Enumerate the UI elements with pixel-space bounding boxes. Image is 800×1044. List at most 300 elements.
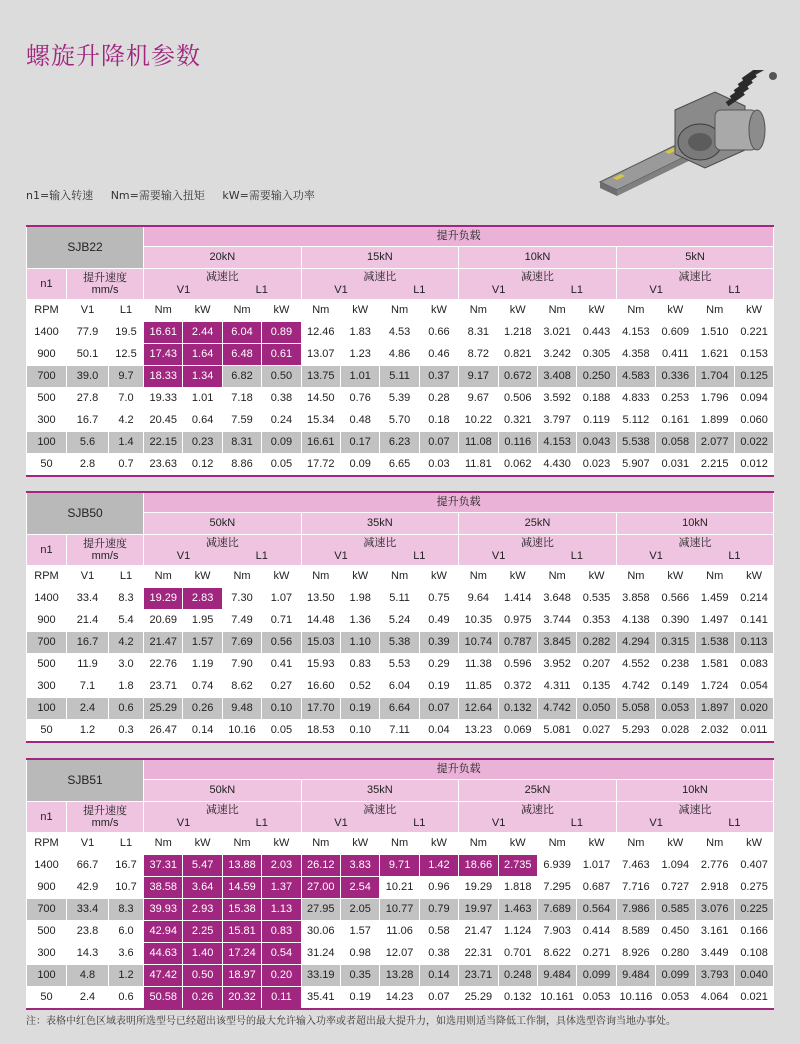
power-cell: 0.14: [183, 720, 222, 743]
lift-speed-title: 提升速度: [83, 272, 128, 284]
power-cell: 1.10: [340, 632, 379, 654]
torque-cell: 5.70: [380, 410, 419, 432]
torque-cell: 10.116: [616, 987, 655, 1010]
power-cell: 0.238: [656, 654, 695, 676]
l1-label: L1: [109, 300, 144, 322]
power-cell: 0.108: [734, 943, 773, 965]
torque-cell: 12.07: [380, 943, 419, 965]
power-cell: 0.18: [419, 410, 458, 432]
torque-cell: 50.58: [144, 987, 183, 1010]
power-cell: 0.787: [498, 632, 537, 654]
torque-cell: 20.32: [222, 987, 261, 1010]
torque-cell: 11.81: [459, 454, 498, 477]
power-cell: 0.053: [656, 698, 695, 720]
v1-label: V1: [67, 566, 109, 588]
power-cell: 0.116: [498, 432, 537, 454]
ratio-header: [144, 535, 302, 566]
torque-cell: 1.724: [695, 676, 734, 698]
v1-speed: 39.0: [67, 366, 109, 388]
power-cell: 0.26: [183, 987, 222, 1010]
l1-speed: 6.0: [109, 921, 144, 943]
ratio-versions: [302, 284, 459, 297]
torque-cell: 10.77: [380, 899, 419, 921]
power-cell: 1.07: [262, 588, 301, 610]
l1-speed: 1.8: [109, 676, 144, 698]
l1-speed: 0.6: [109, 698, 144, 720]
kw-label: kW: [734, 566, 773, 588]
torque-cell: 3.592: [537, 388, 576, 410]
power-cell: 2.05: [340, 899, 379, 921]
power-cell: 1.64: [183, 344, 222, 366]
kw-label: kW: [656, 300, 695, 322]
power-cell: 0.596: [498, 654, 537, 676]
power-cell: 0.672: [498, 366, 537, 388]
power-cell: 0.053: [577, 987, 616, 1010]
torque-cell: 9.484: [616, 965, 655, 987]
power-cell: 1.13: [262, 899, 301, 921]
footnote: 注：表格中红色区域表明所选型号已经超出该型号的最大允许输入功率或者超出最大提升力，如选用则适当降低工作制，具体选型咨询当地办事处。: [26, 1016, 676, 1027]
torque-cell: 11.85: [459, 676, 498, 698]
model-name: SJB22: [27, 226, 144, 269]
torque-cell: 37.31: [144, 855, 183, 877]
ratio-header: [144, 802, 302, 833]
nm-label: Nm: [695, 300, 734, 322]
power-cell: 0.040: [734, 965, 773, 987]
legend: [26, 187, 329, 203]
kw-label: kW: [340, 833, 379, 855]
power-cell: 0.50: [262, 366, 301, 388]
l1-speed: 3.0: [109, 654, 144, 676]
kw-label: kW: [183, 833, 222, 855]
torque-cell: 18.33: [144, 366, 183, 388]
table-row: [27, 698, 774, 720]
torque-cell: 10.161: [537, 987, 576, 1010]
ratio-l1: L1: [255, 550, 268, 562]
rpm-value: 1400: [27, 322, 67, 344]
power-cell: 0.35: [340, 965, 379, 987]
torque-cell: 13.88: [222, 855, 261, 877]
torque-cell: 20.69: [144, 610, 183, 632]
torque-cell: 19.97: [459, 899, 498, 921]
ratio-header: [301, 535, 459, 566]
torque-cell: 15.03: [301, 632, 340, 654]
power-cell: 0.41: [262, 654, 301, 676]
load-header: 35kN: [301, 513, 459, 535]
nm-label: Nm: [144, 833, 183, 855]
ratio-versions: [617, 817, 774, 830]
torque-cell: 8.31: [459, 322, 498, 344]
power-cell: 3.64: [183, 877, 222, 899]
nm-label: Nm: [222, 833, 261, 855]
kw-label: kW: [262, 300, 301, 322]
v1-speed: 4.8: [67, 965, 109, 987]
power-cell: 0.23: [183, 432, 222, 454]
ratio-label: 减速比: [363, 271, 397, 283]
power-cell: 1.094: [656, 855, 695, 877]
kw-label: kW: [419, 300, 458, 322]
torque-cell: 23.71: [459, 965, 498, 987]
torque-cell: 31.24: [301, 943, 340, 965]
ratio-v1: V1: [491, 284, 506, 296]
l1-speed: 12.5: [109, 344, 144, 366]
power-cell: 2.93: [183, 899, 222, 921]
torque-cell: 23.71: [144, 676, 183, 698]
power-cell: 0.49: [419, 610, 458, 632]
power-cell: 0.022: [734, 432, 773, 454]
l1-speed: 19.5: [109, 322, 144, 344]
legend-n1: n1=输入转速: [26, 189, 94, 202]
rpm-value: 700: [27, 632, 67, 654]
ratio-header: [616, 802, 774, 833]
table-row: [27, 322, 774, 344]
torque-cell: 1.899: [695, 410, 734, 432]
ratio-v1: V1: [491, 817, 506, 829]
power-cell: 0.07: [419, 698, 458, 720]
rpm-value: 100: [27, 432, 67, 454]
torque-cell: 4.358: [616, 344, 655, 366]
torque-cell: 27.95: [301, 899, 340, 921]
power-cell: 0.221: [734, 322, 773, 344]
l1-speed: 0.7: [109, 454, 144, 477]
power-cell: 0.214: [734, 588, 773, 610]
nm-label: Nm: [380, 300, 419, 322]
v1-speed: 14.3: [67, 943, 109, 965]
power-cell: 0.372: [498, 676, 537, 698]
power-cell: 0.011: [734, 720, 773, 743]
power-cell: 0.07: [419, 987, 458, 1010]
ratio-header: [459, 269, 617, 300]
torque-cell: 1.897: [695, 698, 734, 720]
load-header: 5kN: [616, 247, 774, 269]
table-row: [27, 588, 774, 610]
power-cell: 0.19: [419, 676, 458, 698]
power-cell: 0.132: [498, 987, 537, 1010]
v1-speed: 16.7: [67, 410, 109, 432]
power-cell: 0.975: [498, 610, 537, 632]
v1-speed: 27.8: [67, 388, 109, 410]
torque-cell: 7.295: [537, 877, 576, 899]
table-row: [27, 877, 774, 899]
torque-cell: 5.538: [616, 432, 655, 454]
power-cell: 0.56: [262, 632, 301, 654]
torque-cell: 8.31: [222, 432, 261, 454]
torque-cell: 12.46: [301, 322, 340, 344]
power-cell: 0.687: [577, 877, 616, 899]
l1-speed: 10.7: [109, 877, 144, 899]
torque-cell: 9.67: [459, 388, 498, 410]
l1-speed: 3.6: [109, 943, 144, 965]
v1-speed: 21.4: [67, 610, 109, 632]
rpm-value: 900: [27, 877, 67, 899]
nm-label: Nm: [695, 833, 734, 855]
power-cell: 0.153: [734, 344, 773, 366]
rpm-value: 50: [27, 454, 67, 477]
power-cell: 0.315: [656, 632, 695, 654]
power-cell: 0.10: [262, 698, 301, 720]
torque-cell: 2.918: [695, 877, 734, 899]
power-cell: 0.09: [340, 454, 379, 477]
power-cell: 0.390: [656, 610, 695, 632]
kw-label: kW: [262, 833, 301, 855]
torque-cell: 15.93: [301, 654, 340, 676]
power-cell: 0.38: [262, 388, 301, 410]
power-cell: 0.609: [656, 322, 695, 344]
power-cell: 0.280: [656, 943, 695, 965]
rpm-value: 50: [27, 720, 67, 743]
torque-cell: 9.64: [459, 588, 498, 610]
torque-cell: 7.18: [222, 388, 261, 410]
torque-cell: 9.71: [380, 855, 419, 877]
torque-cell: 3.793: [695, 965, 734, 987]
power-cell: 1.414: [498, 588, 537, 610]
torque-cell: 14.59: [222, 877, 261, 899]
torque-cell: 30.06: [301, 921, 340, 943]
ratio-l1: L1: [728, 817, 741, 829]
torque-cell: 38.58: [144, 877, 183, 899]
torque-cell: 21.47: [144, 632, 183, 654]
lift-speed-text: [67, 272, 143, 296]
torque-cell: 1.796: [695, 388, 734, 410]
table-row: [27, 987, 774, 1010]
power-cell: 0.060: [734, 410, 773, 432]
torque-cell: 2.776: [695, 855, 734, 877]
torque-cell: 8.589: [616, 921, 655, 943]
rpm-value: 500: [27, 921, 67, 943]
kw-label: kW: [419, 833, 458, 855]
power-cell: 0.188: [577, 388, 616, 410]
rpm-value: 100: [27, 965, 67, 987]
power-cell: 0.19: [340, 987, 379, 1010]
power-cell: 2.735: [498, 855, 537, 877]
v1-speed: 33.4: [67, 899, 109, 921]
power-cell: 0.17: [340, 432, 379, 454]
lift-load-header: 提升负载: [144, 759, 774, 780]
torque-cell: 13.28: [380, 965, 419, 987]
power-cell: 1.34: [183, 366, 222, 388]
rpm-value: 300: [27, 676, 67, 698]
l1-speed: 4.2: [109, 632, 144, 654]
torque-cell: 4.86: [380, 344, 419, 366]
torque-cell: 3.076: [695, 899, 734, 921]
torque-cell: 4.742: [537, 698, 576, 720]
torque-cell: 2.032: [695, 720, 734, 743]
power-cell: 5.47: [183, 855, 222, 877]
torque-cell: 33.19: [301, 965, 340, 987]
nm-label: Nm: [616, 566, 655, 588]
power-cell: 0.14: [419, 965, 458, 987]
rpm-value: 500: [27, 388, 67, 410]
rpm-value: 1400: [27, 855, 67, 877]
v1-speed: 23.8: [67, 921, 109, 943]
ratio-v1: V1: [649, 817, 663, 829]
power-cell: 0.535: [577, 588, 616, 610]
power-cell: 0.98: [340, 943, 379, 965]
param-table-sjb50: [26, 491, 774, 743]
torque-cell: 8.622: [537, 943, 576, 965]
power-cell: 1.57: [183, 632, 222, 654]
torque-cell: 14.48: [301, 610, 340, 632]
power-cell: 0.253: [656, 388, 695, 410]
load-header: 25kN: [459, 780, 617, 802]
nm-label: Nm: [301, 833, 340, 855]
power-cell: 0.305: [577, 344, 616, 366]
v1-speed: 5.6: [67, 432, 109, 454]
power-cell: 0.021: [734, 987, 773, 1010]
kw-label: kW: [340, 566, 379, 588]
power-cell: 0.83: [340, 654, 379, 676]
power-cell: 0.248: [498, 965, 537, 987]
torque-cell: 15.81: [222, 921, 261, 943]
torque-cell: 4.311: [537, 676, 576, 698]
power-cell: 1.218: [498, 322, 537, 344]
power-cell: 2.54: [340, 877, 379, 899]
power-cell: 0.12: [183, 454, 222, 477]
ratio-label: 减速比: [205, 271, 239, 283]
load-header: 35kN: [301, 780, 459, 802]
ratio-header: [616, 269, 774, 300]
torque-cell: 1.538: [695, 632, 734, 654]
kw-label: kW: [340, 300, 379, 322]
l1-speed: 0.3: [109, 720, 144, 743]
torque-cell: 20.45: [144, 410, 183, 432]
nm-label: Nm: [380, 566, 419, 588]
torque-cell: 3.449: [695, 943, 734, 965]
v1-label: V1: [67, 833, 109, 855]
torque-cell: 19.29: [459, 877, 498, 899]
kw-label: kW: [262, 566, 301, 588]
torque-cell: 4.153: [616, 322, 655, 344]
table-row: [27, 432, 774, 454]
l1-speed: 1.2: [109, 965, 144, 987]
ratio-header: [616, 535, 774, 566]
torque-cell: 23.63: [144, 454, 183, 477]
torque-cell: 12.64: [459, 698, 498, 720]
ratio-v1: V1: [176, 284, 191, 296]
ratio-versions: [617, 550, 774, 563]
ratio-versions: [617, 284, 774, 297]
torque-cell: 1.621: [695, 344, 734, 366]
torque-cell: 1.704: [695, 366, 734, 388]
ratio-label: 减速比: [205, 537, 239, 549]
torque-cell: 11.06: [380, 921, 419, 943]
ratio-v1: V1: [334, 284, 348, 296]
torque-cell: 7.11: [380, 720, 419, 743]
torque-cell: 7.463: [616, 855, 655, 877]
power-cell: 0.821: [498, 344, 537, 366]
l1-speed: 9.7: [109, 366, 144, 388]
torque-cell: 7.49: [222, 610, 261, 632]
kw-label: kW: [577, 566, 616, 588]
ratio-l1: L1: [413, 817, 426, 829]
l1-label: L1: [109, 833, 144, 855]
l1-speed: 4.2: [109, 410, 144, 432]
torque-cell: 15.38: [222, 899, 261, 921]
power-cell: 0.79: [419, 899, 458, 921]
power-cell: 0.74: [183, 676, 222, 698]
lift-speed-title: 提升速度: [83, 538, 128, 550]
power-cell: 0.141: [734, 610, 773, 632]
torque-cell: 3.797: [537, 410, 576, 432]
torque-cell: 16.60: [301, 676, 340, 698]
power-cell: 0.38: [419, 943, 458, 965]
torque-cell: 10.35: [459, 610, 498, 632]
ratio-versions: [302, 550, 459, 563]
power-cell: 0.564: [577, 899, 616, 921]
kw-label: kW: [577, 300, 616, 322]
ratio-header: [301, 802, 459, 833]
v1-speed: 33.4: [67, 588, 109, 610]
table-row: [27, 366, 774, 388]
power-cell: 1.98: [340, 588, 379, 610]
ratio-versions: [144, 284, 301, 297]
torque-cell: 5.38: [380, 632, 419, 654]
rpm-value: 700: [27, 366, 67, 388]
lift-speed-label: [67, 802, 144, 833]
ratio-label: 减速比: [363, 537, 397, 549]
power-cell: 0.05: [262, 720, 301, 743]
power-cell: 0.443: [577, 322, 616, 344]
l1-speed: 8.3: [109, 588, 144, 610]
ratio-header: [144, 269, 302, 300]
nm-label: Nm: [459, 833, 498, 855]
torque-cell: 16.61: [301, 432, 340, 454]
power-cell: 0.119: [577, 410, 616, 432]
torque-cell: 5.11: [380, 366, 419, 388]
nm-label: Nm: [144, 566, 183, 588]
power-cell: 0.66: [419, 322, 458, 344]
rpm-value: 1400: [27, 588, 67, 610]
table-row: [27, 899, 774, 921]
power-cell: 0.053: [656, 987, 695, 1010]
table-row: [27, 965, 774, 987]
lift-speed-title: 提升速度: [83, 805, 128, 817]
power-cell: 0.207: [577, 654, 616, 676]
torque-cell: 4.294: [616, 632, 655, 654]
torque-cell: 17.70: [301, 698, 340, 720]
v1-label: V1: [67, 300, 109, 322]
torque-cell: 22.31: [459, 943, 498, 965]
nm-label: Nm: [222, 566, 261, 588]
torque-cell: 4.552: [616, 654, 655, 676]
v1-speed: 2.4: [67, 987, 109, 1010]
rpm-value: 300: [27, 410, 67, 432]
power-cell: 1.23: [340, 344, 379, 366]
power-cell: 0.05: [262, 454, 301, 477]
v1-speed: 11.9: [67, 654, 109, 676]
torque-cell: 16.61: [144, 322, 183, 344]
power-cell: 0.585: [656, 899, 695, 921]
power-cell: 0.353: [577, 610, 616, 632]
power-cell: 0.166: [734, 921, 773, 943]
power-cell: 0.701: [498, 943, 537, 965]
power-cell: 1.463: [498, 899, 537, 921]
ratio-v1: V1: [649, 284, 663, 296]
torque-cell: 19.33: [144, 388, 183, 410]
v1-speed: 50.1: [67, 344, 109, 366]
rpm-label: RPM: [27, 566, 67, 588]
torque-cell: 13.07: [301, 344, 340, 366]
power-cell: 1.57: [340, 921, 379, 943]
torque-cell: 15.34: [301, 410, 340, 432]
l1-speed: 8.3: [109, 899, 144, 921]
lift-speed-unit: mm/s: [91, 284, 119, 296]
v1-speed: 7.1: [67, 676, 109, 698]
power-cell: 0.727: [656, 877, 695, 899]
torque-cell: 3.242: [537, 344, 576, 366]
power-cell: 0.04: [419, 720, 458, 743]
torque-cell: 10.21: [380, 877, 419, 899]
power-cell: 1.40: [183, 943, 222, 965]
